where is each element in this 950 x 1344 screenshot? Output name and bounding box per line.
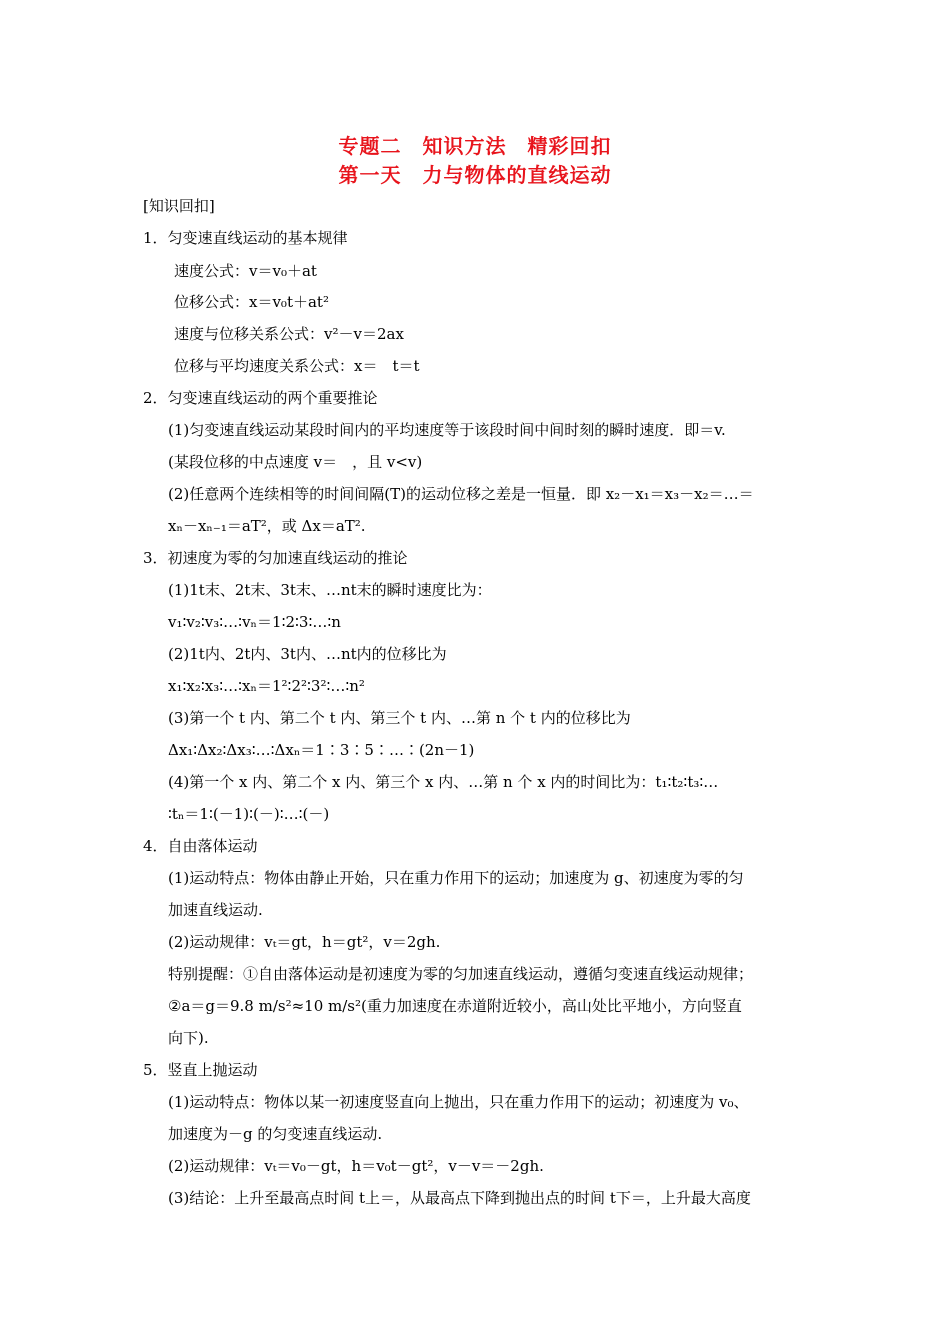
formula-line: Δx₁∶Δx₂∶Δx₃∶…∶Δxₙ＝1∶3∶5∶…∶(2n－1): [168, 741, 475, 759]
paragraph-line: (1)匀变速直线运动某段时间内的平均速度等于该段时间中间时刻的瞬时速度．即＝v.: [168, 421, 726, 439]
formula-line: (2)运动规律：vₜ＝v₀－gt，h＝v₀t－gt²，v－v＝－2gh.: [168, 1157, 544, 1175]
formula-line: 速度与位移关系公式：v²－v＝2ax: [174, 325, 404, 343]
paragraph-line: ②a＝g＝9.8 m/s²≈10 m/s²(重力加速度在赤道附近较小，高山处比平地小，方向竖直: [168, 997, 742, 1015]
paragraph-line: (2)1t内、2t内、3t内、…nt内的位移比为: [168, 645, 447, 663]
paragraph-line: (3)结论：上升至最高点时间 t上＝，从最高点下降到抛出点的时间 t下＝，上升最大高度: [168, 1189, 751, 1207]
section-label: [知识回扣]: [143, 197, 215, 215]
paragraph-line: (4)第一个 x 内、第二个 x 内、第三个 x 内、…第 n 个 x 内的时间比为：t₁∶t₂∶t₃∶…: [168, 773, 719, 791]
formula-line: x₁∶x₂∶x₃∶…∶xₙ＝1²∶2²∶3²∶…∶n²: [168, 677, 365, 695]
paragraph-line: 加速度为－g 的匀变速直线运动.: [168, 1125, 383, 1143]
section-heading: 2．匀变速直线运动的两个重要推论: [143, 389, 378, 407]
paragraph-line: 向下).: [168, 1029, 209, 1047]
paragraph-line: 特别提醒：①自由落体运动是初速度为零的匀加速直线运动，遵循匀变速直线运动规律；: [168, 965, 754, 983]
section-heading: 3．初速度为零的匀加速直线运动的推论: [143, 549, 408, 567]
paragraph-line: (2)任意两个连续相等的时间间隔(T)的运动位移之差是一恒量．即 x₂－x₁＝x₃－x₂＝…＝: [168, 485, 754, 503]
document-title: 专题二 知识方法 精彩回扣: [338, 134, 612, 158]
document-subtitle: 第一天 力与物体的直线运动: [338, 163, 612, 187]
paragraph-line: (1)1t末、2t末、3t末、…nt末的瞬时速度比为：: [168, 581, 492, 599]
formula-line: 位移公式：x＝v₀t＋at²: [174, 293, 329, 311]
paragraph-line: xₙ－xₙ₋₁＝aT²，或 Δx＝aT².: [168, 517, 366, 535]
paragraph-line: 加速直线运动.: [168, 901, 263, 919]
formula-line: 位移与平均速度关系公式：x＝ t＝t: [174, 357, 420, 375]
formula-line: (2)运动规律：vₜ＝gt，h＝gt²，v＝2gh.: [168, 933, 441, 951]
paragraph-line: (3)第一个 t 内、第二个 t 内、第三个 t 内、…第 n 个 t 内的位移比为: [168, 709, 631, 727]
section-heading: 4．自由落体运动: [143, 837, 258, 855]
paragraph-line: (某段位移的中点速度 v＝ ，且 v<v): [168, 453, 423, 471]
paragraph-line: (1)运动特点：物体由静止开始，只在重力作用下的运动；加速度为 g、初速度为零的匀: [168, 869, 744, 887]
formula-line: 速度公式：v＝v₀＋at: [174, 262, 317, 280]
section-heading: 1．匀变速直线运动的基本规律: [143, 229, 348, 247]
formula-line: v₁∶v₂∶v₃∶…∶vₙ＝1∶2∶3∶…∶n: [168, 613, 341, 631]
formula-line: ∶tₙ＝1∶(－1)∶(－)∶…∶(－): [168, 805, 330, 823]
paragraph-line: (1)运动特点：物体以某一初速度竖直向上抛出，只在重力作用下的运动；初速度为 v₀、: [168, 1093, 749, 1111]
section-heading: 5．竖直上抛运动: [143, 1061, 258, 1079]
